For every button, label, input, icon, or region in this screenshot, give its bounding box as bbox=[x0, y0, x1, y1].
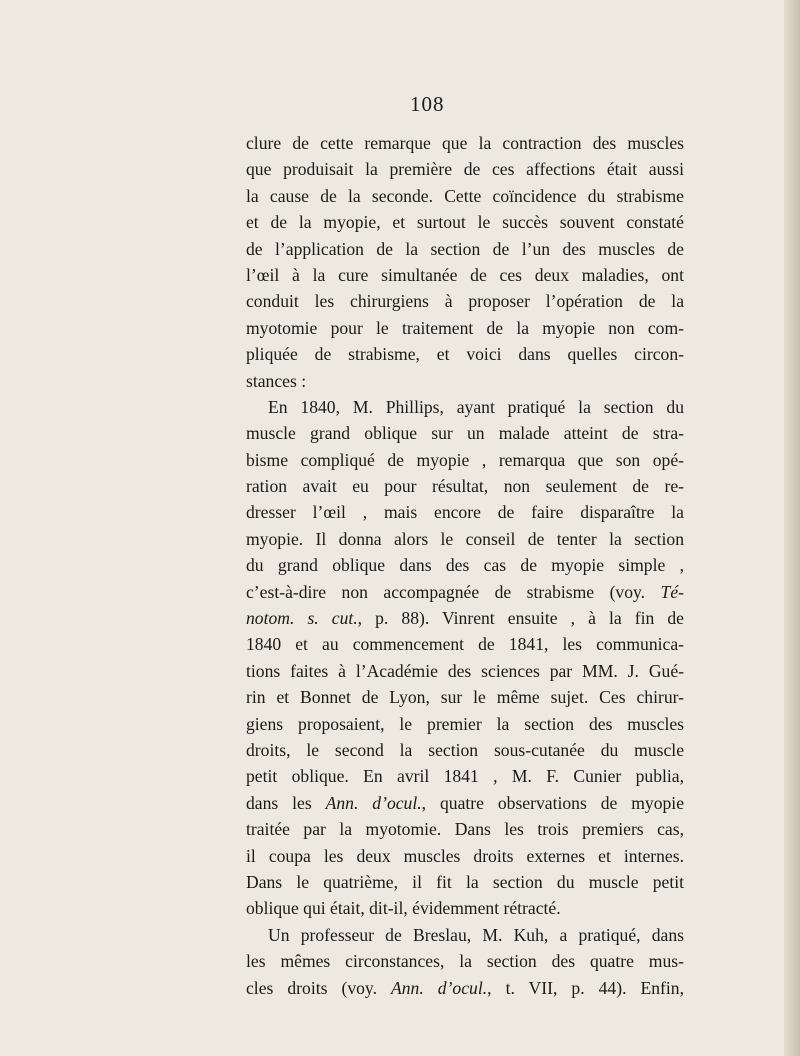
italic-citation: notom. s. cut. bbox=[246, 608, 358, 629]
text-line bbox=[246, 790, 684, 816]
text-segment: , quatre observations de myopie bbox=[421, 792, 685, 813]
body-text bbox=[246, 130, 684, 1001]
text-line: En 1840, M. Phillips, ayant pratiqué la section du bbox=[268, 396, 684, 417]
page-edge-shadow bbox=[784, 0, 800, 1056]
text-line: tions faites à l’Académie des sciences par MM. J. Gué- bbox=[246, 660, 684, 681]
italic-citation: Ann. d’ocul. bbox=[325, 792, 422, 813]
text-segment: cles droits (voy. bbox=[246, 977, 392, 998]
italic-citation: Té- bbox=[660, 581, 684, 602]
text-line: et de la myopie, et surtout le succès souvent constaté bbox=[246, 212, 684, 233]
text-line bbox=[246, 579, 684, 605]
text-line: du grand oblique dans des cas de myopie simple , bbox=[246, 555, 684, 576]
text-segment: , p. 88). Vinrent ensuite , à la fin de bbox=[357, 608, 684, 629]
text-line: Dans le quatrième, il fit la section du muscle petit bbox=[246, 871, 684, 892]
text-line: pliquée de strabisme, et voici dans quelles circon- bbox=[246, 344, 684, 365]
text-segment: , t. VII, p. 44). Enfin, bbox=[487, 977, 684, 998]
text-line: l’œil à la cure simultanée de ces deux maladies, ont bbox=[246, 264, 684, 285]
text-line: conduit les chirurgiens à proposer l’opération de la bbox=[246, 291, 684, 312]
text-line: 1840 et au commencement de 1841, les communica- bbox=[246, 634, 684, 655]
text-line: bisme compliqué de myopie , remarqua que son opé- bbox=[246, 449, 684, 470]
text-segment: c’est-à-dire non accompagnée de strabisme (voy. bbox=[246, 581, 661, 602]
text-line: giens proposaient, le premier la section des muscles bbox=[246, 713, 684, 734]
text-line: les mêmes circonstances, la section des quatre mus- bbox=[246, 951, 684, 972]
text-segment: dans les bbox=[246, 792, 326, 813]
text-line: clure de cette remarque que la contraction des muscles bbox=[246, 133, 684, 153]
text-line: Un professeur de Breslau, M. Kuh, a pratiqué, dans bbox=[268, 924, 684, 945]
text-line: dresser l’œil , mais encore de faire disparaître la bbox=[246, 502, 684, 523]
text-line: oblique qui était, dit-il, évidemment rétracté. bbox=[246, 898, 561, 919]
text-line: myotomie pour le traitement de la myopie non com- bbox=[246, 317, 684, 338]
text-line: traitée par la myotomie. Dans les trois premiers cas, bbox=[246, 819, 684, 840]
italic-citation: Ann. d’ocul. bbox=[391, 977, 488, 998]
text-line: stances : bbox=[246, 370, 307, 391]
text-line: ration avait eu pour résultat, non seulement de re- bbox=[246, 476, 684, 497]
text-line bbox=[246, 605, 684, 631]
text-line: myopie. Il donna alors le conseil de tenter la section bbox=[246, 528, 684, 549]
text-line: la cause de la seconde. Cette coïncidence du strabisme bbox=[246, 185, 684, 206]
page-number: 108 bbox=[410, 92, 445, 116]
text-line: de l’application de la section de l’un des muscles de bbox=[246, 238, 684, 259]
text-line: muscle grand oblique sur un malade atteint de stra- bbox=[246, 423, 684, 444]
text-line: il coupa les deux muscles droits externes et internes. bbox=[246, 845, 684, 866]
text-line: rin et Bonnet de Lyon, sur le même sujet. Ces chirur- bbox=[246, 687, 684, 708]
text-line: que produisait la première de ces affections était aussi bbox=[246, 159, 684, 180]
text-line: droits, le second la section sous-cutanée du muscle bbox=[246, 739, 684, 760]
text-line bbox=[246, 975, 684, 1001]
text-line: petit oblique. En avril 1841 , M. F. Cunier publia, bbox=[246, 766, 684, 787]
